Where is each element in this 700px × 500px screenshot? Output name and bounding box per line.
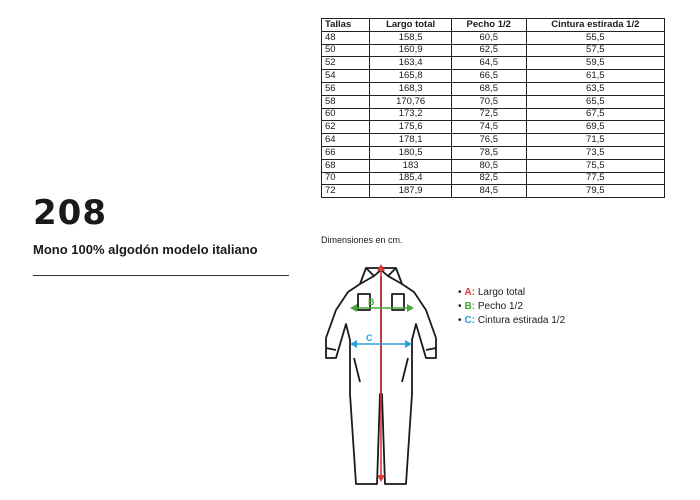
column-header: Pecho 1/2 [451, 19, 526, 32]
table-cell: 82,5 [451, 172, 526, 185]
model-header [33, 193, 291, 257]
table-cell: 65,5 [526, 95, 664, 108]
table-cell: 170,76 [370, 95, 452, 108]
table-cell: 173,2 [370, 108, 452, 121]
table-cell: 72,5 [451, 108, 526, 121]
table-row [322, 146, 665, 159]
table-cell: 50 [322, 44, 370, 57]
table-cell: 59,5 [526, 57, 664, 70]
table-cell: 77,5 [526, 172, 664, 185]
table-cell: 68,5 [451, 82, 526, 95]
table-cell: 73,5 [526, 146, 664, 159]
table-cell: 79,5 [526, 185, 664, 198]
table-header-row [322, 19, 665, 32]
table-cell: 64 [322, 134, 370, 147]
table-row [322, 57, 665, 70]
table-cell: 76,5 [451, 134, 526, 147]
legend-bullet: • [458, 287, 462, 298]
table-cell: 67,5 [526, 108, 664, 121]
legend-item-b [458, 300, 565, 314]
table-row [322, 172, 665, 185]
table-cell: 55,5 [526, 31, 664, 44]
table-cell: 61,5 [526, 70, 664, 83]
model-description: Mono 100% algodón modelo italiano [33, 242, 258, 257]
units-note: Dimensiones en cm. [321, 235, 403, 245]
table-cell: 58 [322, 95, 370, 108]
table-cell: 62 [322, 121, 370, 134]
legend-letter: B: [464, 301, 476, 312]
table-cell: 48 [322, 31, 370, 44]
table-cell: 66,5 [451, 70, 526, 83]
table-cell: 68 [322, 159, 370, 172]
measure-c-label: C [366, 333, 373, 343]
table-cell: 165,8 [370, 70, 452, 83]
table-cell: 75,5 [526, 159, 664, 172]
table-cell: 62,5 [451, 44, 526, 57]
table-cell: 183 [370, 159, 452, 172]
table-row [322, 159, 665, 172]
column-header: Tallas [322, 19, 370, 32]
table-cell: 70,5 [451, 95, 526, 108]
measurement-legend [458, 286, 565, 328]
legend-item-a [458, 286, 565, 300]
table-cell: 78,5 [451, 146, 526, 159]
table-cell: 64,5 [451, 57, 526, 70]
table-cell: 180,5 [370, 146, 452, 159]
table-cell: 175,6 [370, 121, 452, 134]
legend-bullet: • [458, 315, 462, 326]
table-cell: 63,5 [526, 82, 664, 95]
table-cell: 168,3 [370, 82, 452, 95]
column-header: Cintura estirada 1/2 [526, 19, 664, 32]
column-header: Largo total [370, 19, 452, 32]
table-row [322, 185, 665, 198]
table-cell: 74,5 [451, 121, 526, 134]
table-cell: 69,5 [526, 121, 664, 134]
table-cell: 56 [322, 82, 370, 95]
legend-bullet: • [458, 301, 462, 312]
table-row [322, 108, 665, 121]
table-cell: 185,4 [370, 172, 452, 185]
model-number: 208 [33, 193, 107, 233]
table-cell: 160,9 [370, 44, 452, 57]
table-cell: 66 [322, 146, 370, 159]
table-row [322, 134, 665, 147]
table-cell: 60 [322, 108, 370, 121]
table-cell: 187,9 [370, 185, 452, 198]
table-cell: 178,1 [370, 134, 452, 147]
table-cell: 84,5 [451, 185, 526, 198]
table-row [322, 31, 665, 44]
measure-b-label: B [368, 297, 375, 307]
legend-text: Pecho 1/2 [477, 301, 523, 312]
table-cell: 80,5 [451, 159, 526, 172]
coverall-diagram [318, 262, 444, 488]
legend-letter: C: [464, 315, 476, 326]
table-cell: 70 [322, 172, 370, 185]
table-cell: 71,5 [526, 134, 664, 147]
size-table-body [322, 31, 665, 197]
table-cell: 57,5 [526, 44, 664, 57]
legend-item-c [458, 314, 565, 328]
table-cell: 60,5 [451, 31, 526, 44]
size-table [321, 18, 665, 198]
table-row [322, 95, 665, 108]
table-row [322, 121, 665, 134]
table-cell: 72 [322, 185, 370, 198]
divider [33, 275, 289, 276]
table-cell: 158,5 [370, 31, 452, 44]
table-row [322, 82, 665, 95]
table-row [322, 44, 665, 57]
legend-letter: A: [464, 287, 476, 298]
legend-text: Largo total [477, 287, 526, 298]
table-cell: 54 [322, 70, 370, 83]
table-cell: 52 [322, 57, 370, 70]
legend-text: Cintura estirada 1/2 [477, 315, 566, 326]
table-cell: 163,4 [370, 57, 452, 70]
table-row [322, 70, 665, 83]
